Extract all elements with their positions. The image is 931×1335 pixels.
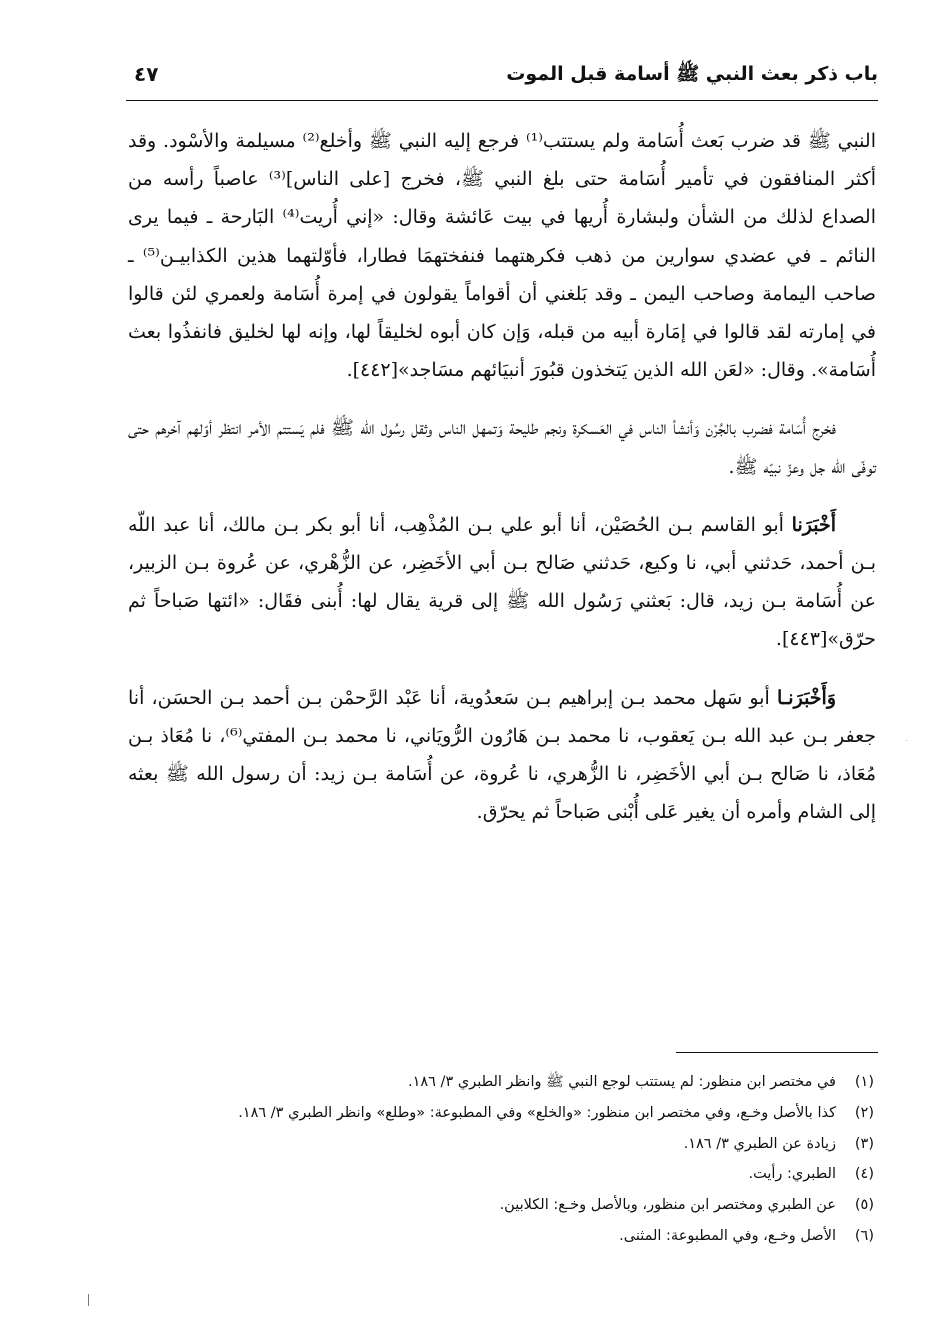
footnote-number: (٢) [854, 1104, 874, 1121]
paragraph-3 [128, 506, 876, 659]
footnote-6 [128, 1221, 874, 1252]
footnote-2 [128, 1098, 874, 1129]
footnote-number: (٥) [854, 1197, 874, 1214]
footnote-text: الأصل وخـع، وفي المطبوعة: المثنى. [619, 1227, 836, 1244]
paragraph-4-text: أبو سَهل محمد بـن إبراهيم بـن سَعدُوية، أنا عَبْد الرَّحمْن بـن أحمد بـن الحسَن، أنا جعفر بـن عبد الله بـن يَعقوب، نا محمد بـن هَارُون الرُّويَاني، نا محمد بـن المفتي⁽⁶⁾، نا مُعَاذ بـن مُعَاذ، نا صَالح بـن أبي الأخَضِر، نا الزُّهري، نا عُروة، عن أُسَامة بـن زيد: أن رسول الله ﷺ بعثه إلى الشام وأمره أن يغير عَلى أُبْنى صَباحاً ثم يحرّق. [128, 686, 876, 824]
page-number: ٤٧ [134, 62, 159, 86]
footnote-5 [128, 1190, 874, 1221]
paragraph-2-text: فخرج أُسَامة فضرب بالجُرْن وَأنشأ الناس في العَسكرة ونجم طليحة وَتمهل الناس وثقل رسُول الله ﷺ فلم يَستتم الأمر انتظر أوّلهم آخرهم حتى توفّى الله جل وعزّ نبيّه ﷺ. [128, 417, 876, 478]
paragraph-1 [128, 122, 876, 389]
main-text [128, 122, 876, 831]
footnote-number: (٣) [854, 1135, 874, 1152]
footnote-text: عن الطبري ومختصر ابن منظور، وبالأصل وخـع: الكلابين. [499, 1197, 836, 1214]
paragraph-4 [128, 679, 876, 832]
running-header-title: باب ذكر بعث النبي ﷺ أسامة قبل الموت [506, 63, 878, 85]
footnote-number: (٤) [854, 1166, 874, 1183]
paragraph-3-text: أبو القاسم بـن الحُصَيْن، أنا أبو علي بـن المُذْهِب، أنا أبو بكر بـن مالك، أنا عبد اللّه بـن أحمد، حَدثني أبي، نا وكيع، حَدثني صَالح بـن أبي الأخَضِر، عن الزُّهْري، عن عُروة بـن الزبير، عن أُسَامة بـن زيد، قال: بَعثني رَسُول الله ﷺ إلى قرية يقال لها: أُبنى فقَال: «ائتها صَباحاً ثم حرّق»[٤٤٣]. [128, 513, 876, 651]
header-divider [126, 100, 878, 101]
footnote-number: (٦) [854, 1227, 874, 1244]
paragraph-3-lead-word: أَخْبَرَنا [791, 513, 836, 536]
footnotes [128, 1067, 874, 1252]
running-header [126, 58, 878, 98]
paragraph-1-text: النبي ﷺ قد ضرب بَعث أُسَامة ولم يستتب⁽¹⁾ فرجع إليه النبي ﷺ وأخلع⁽²⁾ مسيلمة والأسْود. وقد أكثر المنافقون في تأمير أُسَامة حتى بلغ النبي ﷺ، فخرج [على الناس]⁽³⁾ عاصباً رأسه من الصداع لذلك من الشأن ولبشارة أُريها في بيت عَائشة وقال: «إني أُريت⁽⁴⁾ البَارحة ـ فيما يرى النائم ـ في عضدي سوارين من ذهب فكرهتهما فنفختهمَا فطارا، فأوّلتهما هذين الكذابيـن⁽⁵⁾ ـ صاحب اليمامة وصاحب اليمن ـ وقد بَلغني أن أقواماً يقولون في إمرة أُسَامة ولعمري لئن قالوا في إمارته لقد قالوا في إمَارة أبيه من قبله، وَإن كان أبوه لخليقاً لها، وإنه لها لخليق فانفذُوا بعث أُسَامة». وقال: «لعَن الله الذين يَتخذون قبُورَ أنبيَائهم مسَاجد»[٤٤٢]. [128, 130, 876, 382]
scan-speck [906, 740, 907, 741]
footnote-1 [128, 1067, 874, 1098]
paragraph-2 [128, 409, 876, 485]
footnote-text: كذا بالأصل وخـع، وفي مختصر ابن منظور: «والخلع» وفي المطبوعة: «وطلع» وانظر الطبري ٣/ ١٨٦. [238, 1104, 836, 1121]
footnote-text: في مختصر ابن منظور: لم يستتب لوجع النبي ﷺ وانظر الطبري ٣/ ١٨٦. [407, 1074, 836, 1090]
footnote-4 [128, 1159, 874, 1190]
footnote-text: زيادة عن الطبري ٣/ ١٨٦. [683, 1135, 836, 1152]
footnote-3 [128, 1129, 874, 1160]
footnote-divider [676, 1052, 878, 1053]
footnote-text: الطبري: رأيت. [748, 1166, 836, 1183]
footnote-number: (١) [854, 1074, 874, 1090]
scan-margin-mark [88, 1294, 89, 1306]
paragraph-4-lead-word: وَأَخْبَرَنـا [776, 686, 836, 709]
